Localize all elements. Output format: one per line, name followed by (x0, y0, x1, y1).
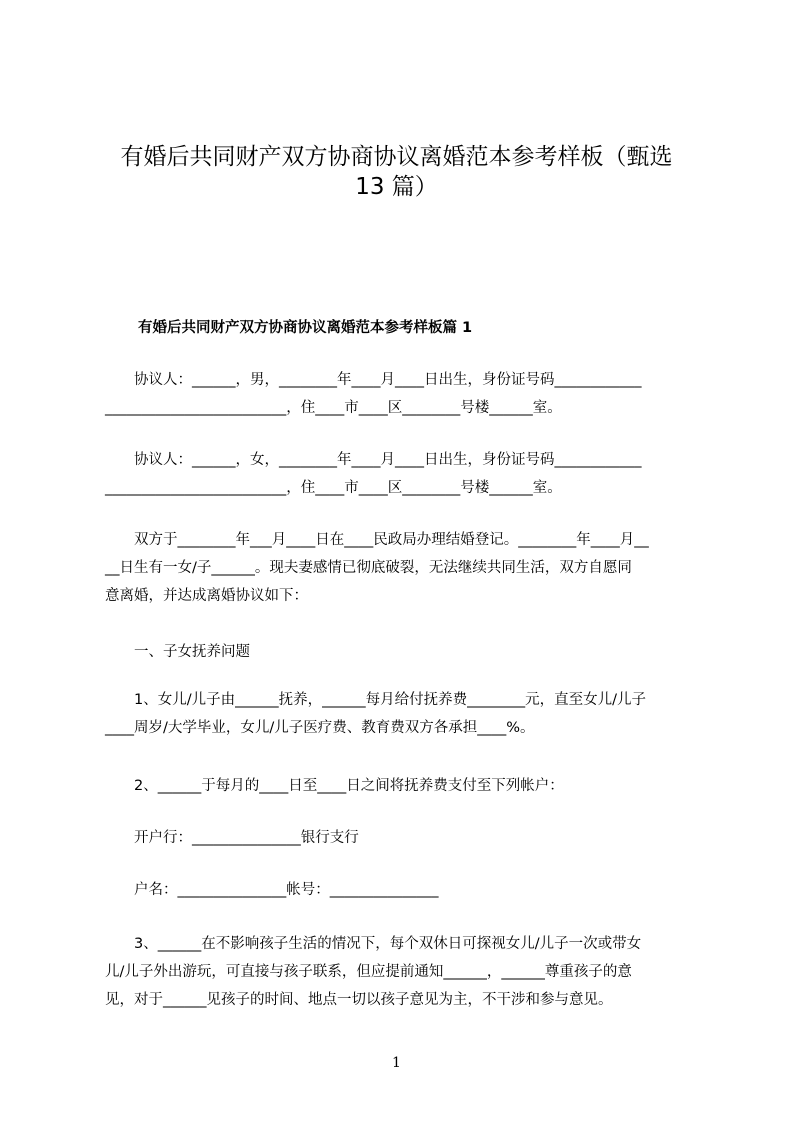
bank-line: 开户行：_______________银行支行 (105, 830, 359, 846)
page-number: 1 (392, 1055, 401, 1071)
paragraph-line: 协议人：______，男，________年____月____日出生，身份证号码____________ (105, 372, 642, 388)
item-3-visitation (105, 930, 705, 1014)
paragraph-line: 见，对于______见孩子的时间、地点一切以孩子意见为主，不干涉和参与意见。 (105, 992, 613, 1008)
paragraph-line: 意离婚，并达成离婚协议如下： (105, 588, 308, 604)
paragraph-line: _________________________，住____市____区________号楼______室。 (105, 480, 562, 496)
section-1-heading: 一、子女抚养问题 (105, 644, 250, 660)
paragraph-line: 1、女儿/儿子由______抚养，______每月给付抚养费________元，直至女儿/儿子 (105, 692, 646, 708)
title-line-2: 13 篇） (355, 174, 438, 200)
paragraph-line: 协议人：______，女，________年____月____日出生，身份证号码____________ (105, 452, 642, 468)
paragraph-line: 儿/儿子外出游玩，可直接与孩子联系，但应提前通知______，______尊重孩子的意 (105, 964, 632, 980)
paragraph-marriage (105, 526, 705, 610)
paragraph-party-male (105, 366, 705, 422)
section-heading: 有婚后共同财产双方协商协议离婚范本参考样板篇 1 (138, 320, 473, 336)
account-line: 户名：_______________帐号：_______________ (105, 882, 439, 898)
title-line-1: 有婚后共同财产双方协商协议离婚范本参考样板（甄选 (120, 144, 673, 170)
paragraph-line: _________________________，住____市____区________号楼______室。 (105, 400, 562, 416)
document-title (60, 142, 733, 202)
paragraph-line: __日生有一女/子______。现夫妻感情已彻底破裂，无法继续共同生活，双方自愿同 (105, 560, 632, 576)
item-2-payment: 2、______于每月的____日至____日之间将抚养费支付至下列帐户： (105, 778, 564, 794)
paragraph-party-female (105, 446, 705, 502)
item-1-child-support (105, 686, 705, 742)
paragraph-line: 双方于________年___月____日在____民政局办理结婚登记。________年____月__ (105, 532, 649, 548)
paragraph-line: 3、______在不影响孩子生活的情况下，每个双休日可探视女儿/儿子一次或带女 (105, 936, 642, 952)
paragraph-line: ____周岁/大学毕业，女儿/儿子医疗费、教育费双方各承担____%。 (105, 720, 535, 736)
